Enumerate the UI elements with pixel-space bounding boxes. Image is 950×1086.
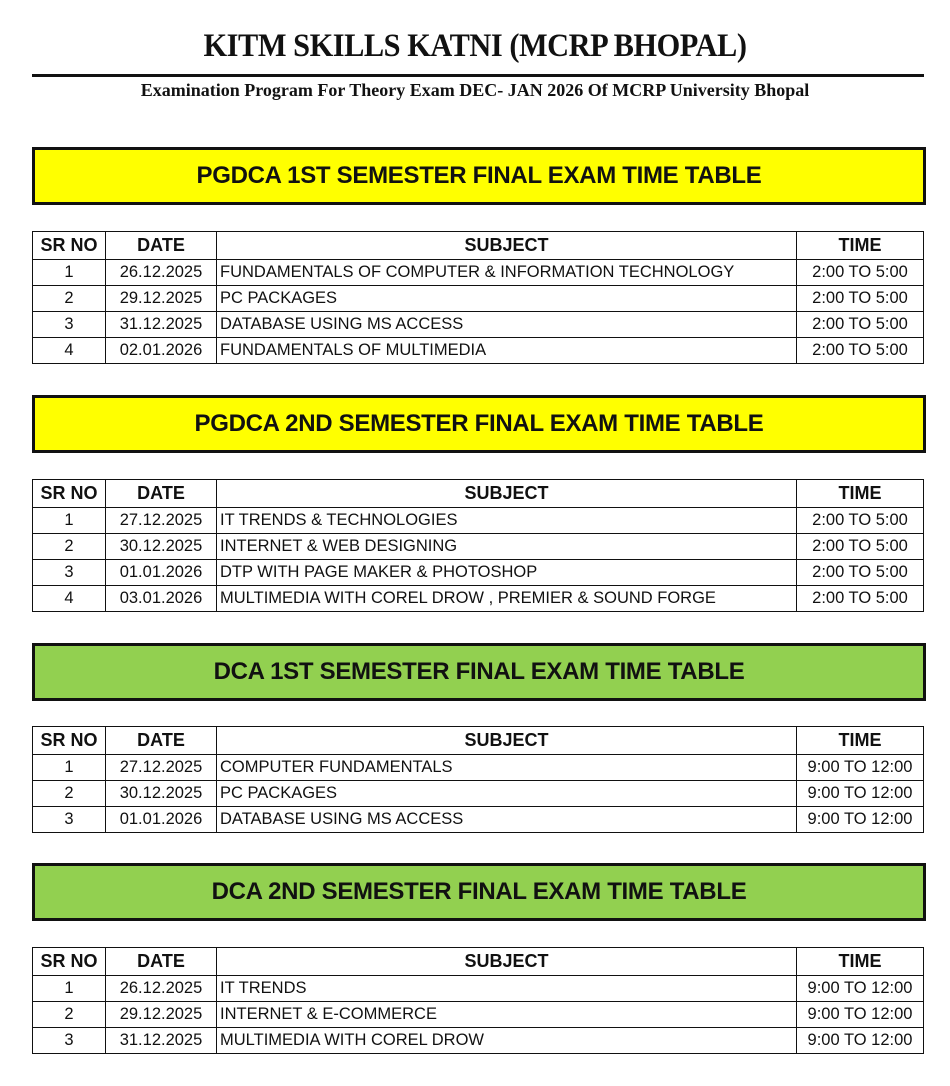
col-header-date: DATE — [106, 727, 217, 755]
table-row — [33, 1028, 924, 1054]
cell-time: 2:00 TO 5:00 — [797, 286, 924, 312]
cell-subject: IT TRENDS — [217, 976, 797, 1002]
cell-sr: 3 — [33, 807, 106, 833]
cell-time: 2:00 TO 5:00 — [797, 312, 924, 338]
cell-time: 2:00 TO 5:00 — [797, 338, 924, 364]
cell-sr: 4 — [33, 586, 106, 612]
cell-subject: INTERNET & WEB DESIGNING — [217, 534, 797, 560]
table-row — [33, 1002, 924, 1028]
table-row — [33, 312, 924, 338]
col-header-sr: SR NO — [33, 948, 106, 976]
cell-date: 31.12.2025 — [106, 1028, 217, 1054]
cell-date: 31.12.2025 — [106, 312, 217, 338]
table-row — [33, 560, 924, 586]
cell-sr: 3 — [33, 1028, 106, 1054]
cell-sr: 2 — [33, 534, 106, 560]
col-header-subject: SUBJECT — [217, 727, 797, 755]
cell-subject: DATABASE USING MS ACCESS — [217, 312, 797, 338]
cell-date: 29.12.2025 — [106, 1002, 217, 1028]
cell-date: 02.01.2026 — [106, 338, 217, 364]
table-row — [33, 976, 924, 1002]
table-row — [33, 534, 924, 560]
col-header-sr: SR NO — [33, 232, 106, 260]
cell-sr: 1 — [33, 755, 106, 781]
table-row — [33, 755, 924, 781]
cell-sr: 1 — [33, 976, 106, 1002]
col-header-sr: SR NO — [33, 480, 106, 508]
cell-sr: 2 — [33, 286, 106, 312]
col-header-time: TIME — [797, 727, 924, 755]
cell-subject: PC PACKAGES — [217, 781, 797, 807]
cell-subject: DATABASE USING MS ACCESS — [217, 807, 797, 833]
cell-time: 2:00 TO 5:00 — [797, 534, 924, 560]
cell-date: 27.12.2025 — [106, 755, 217, 781]
cell-sr: 1 — [33, 260, 106, 286]
timetable-dca-2 — [32, 947, 924, 1054]
cell-date: 01.01.2026 — [106, 560, 217, 586]
table-header-row — [33, 480, 924, 508]
cell-time: 9:00 TO 12:00 — [797, 807, 924, 833]
timetable-pgdca-2 — [32, 479, 924, 612]
cell-sr: 1 — [33, 508, 106, 534]
table-row — [33, 338, 924, 364]
cell-time: 9:00 TO 12:00 — [797, 1028, 924, 1054]
cell-date: 03.01.2026 — [106, 586, 217, 612]
cell-date: 27.12.2025 — [106, 508, 217, 534]
col-header-time: TIME — [797, 948, 924, 976]
cell-subject: FUNDAMENTALS OF MULTIMEDIA — [217, 338, 797, 364]
cell-subject: PC PACKAGES — [217, 286, 797, 312]
page-subtitle: Examination Program For Theory Exam DEC- JAN 2026 Of MCRP University Bhopal — [140, 80, 810, 100]
cell-sr: 3 — [33, 312, 106, 338]
cell-date: 26.12.2025 — [106, 260, 217, 286]
table-header-row — [33, 727, 924, 755]
timetable-dca-1 — [32, 726, 924, 833]
table-row — [33, 586, 924, 612]
cell-date: 26.12.2025 — [106, 976, 217, 1002]
cell-date: 29.12.2025 — [106, 286, 217, 312]
col-header-date: DATE — [106, 232, 217, 260]
cell-time: 2:00 TO 5:00 — [797, 560, 924, 586]
section-banner-dca-2: DCA 2ND SEMESTER FINAL EXAM TIME TABLE — [32, 863, 926, 921]
cell-time: 9:00 TO 12:00 — [797, 976, 924, 1002]
col-header-subject: SUBJECT — [217, 232, 797, 260]
col-header-subject: SUBJECT — [217, 480, 797, 508]
table-header-row — [33, 948, 924, 976]
cell-sr: 4 — [33, 338, 106, 364]
cell-date: 30.12.2025 — [106, 781, 217, 807]
cell-sr: 2 — [33, 1002, 106, 1028]
col-header-time: TIME — [797, 480, 924, 508]
cell-subject: MULTIMEDIA WITH COREL DROW , PREMIER & SOUND FORGE — [217, 586, 797, 612]
table-row — [33, 260, 924, 286]
cell-subject: INTERNET & E-COMMERCE — [217, 1002, 797, 1028]
section-banner-dca-1: DCA 1ST SEMESTER FINAL EXAM TIME TABLE — [32, 643, 926, 701]
cell-sr: 3 — [33, 560, 106, 586]
cell-time: 9:00 TO 12:00 — [797, 755, 924, 781]
table-row — [33, 807, 924, 833]
cell-subject: COMPUTER FUNDAMENTALS — [217, 755, 797, 781]
cell-time: 9:00 TO 12:00 — [797, 1002, 924, 1028]
cell-date: 01.01.2026 — [106, 807, 217, 833]
section-banner-pgdca-2: PGDCA 2ND SEMESTER FINAL EXAM TIME TABLE — [32, 395, 926, 453]
col-header-date: DATE — [106, 948, 217, 976]
cell-subject: FUNDAMENTALS OF COMPUTER & INFORMATION TECHNOLOGY — [217, 260, 797, 286]
table-row — [33, 286, 924, 312]
table-row — [33, 781, 924, 807]
cell-subject: MULTIMEDIA WITH COREL DROW — [217, 1028, 797, 1054]
col-header-sr: SR NO — [33, 727, 106, 755]
cell-time: 2:00 TO 5:00 — [797, 586, 924, 612]
col-header-subject: SUBJECT — [217, 948, 797, 976]
section-banner-pgdca-1: PGDCA 1ST SEMESTER FINAL EXAM TIME TABLE — [32, 147, 926, 205]
cell-subject: DTP WITH PAGE MAKER & PHOTOSHOP — [217, 560, 797, 586]
col-header-time: TIME — [797, 232, 924, 260]
timetable-pgdca-1 — [32, 231, 924, 364]
cell-sr: 2 — [33, 781, 106, 807]
table-row — [33, 508, 924, 534]
cell-time: 2:00 TO 5:00 — [797, 508, 924, 534]
cell-subject: IT TRENDS & TECHNOLOGIES — [217, 508, 797, 534]
page-title: KITM SKILLS KATNI (MCRP BHOPAL) — [203, 28, 747, 64]
cell-time: 9:00 TO 12:00 — [797, 781, 924, 807]
col-header-date: DATE — [106, 480, 217, 508]
cell-time: 2:00 TO 5:00 — [797, 260, 924, 286]
table-header-row — [33, 232, 924, 260]
title-divider — [32, 74, 924, 77]
cell-date: 30.12.2025 — [106, 534, 217, 560]
